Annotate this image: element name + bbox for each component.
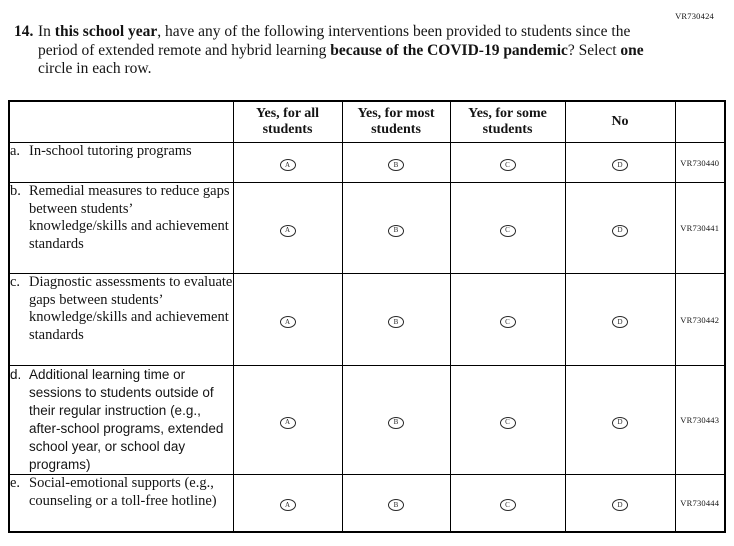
- row-code: VR730441: [675, 183, 725, 274]
- option-bubble-c[interactable]: C: [500, 159, 516, 171]
- row-label-cell: [9, 183, 233, 274]
- option-bubble-b[interactable]: B: [388, 225, 404, 237]
- row-code: VR730443: [675, 366, 725, 475]
- question-segment: , have any of the following interventions been provided to students since the period of extended remote and hybrid learning: [38, 23, 631, 59]
- table-row-b: [9, 183, 725, 274]
- option-bubble-b[interactable]: B: [388, 499, 404, 511]
- row-label: Social-emotional supports (e.g., counseling or a toll-free hotline): [29, 475, 217, 509]
- question-segment: ? Select: [567, 41, 621, 59]
- cell-no: [565, 183, 675, 274]
- row-label-cell: [9, 475, 233, 532]
- header-yes-some: Yes, for some students: [450, 101, 565, 143]
- cell-yes-most: [342, 475, 450, 532]
- cell-no: [565, 143, 675, 183]
- header-no: No: [565, 101, 675, 143]
- row-label-cell: [9, 274, 233, 366]
- cell-yes-some: [450, 143, 565, 183]
- cell-yes-all: [233, 183, 342, 274]
- option-bubble-a[interactable]: A: [280, 417, 296, 429]
- option-bubble-d[interactable]: D: [612, 225, 628, 237]
- option-bubble-d[interactable]: D: [612, 316, 628, 328]
- option-bubble-c[interactable]: C: [500, 316, 516, 328]
- option-bubble-d[interactable]: D: [612, 159, 628, 171]
- table-row-a: [9, 143, 725, 183]
- cell-yes-some: [450, 274, 565, 366]
- header-yes-most: Yes, for most students: [342, 101, 450, 143]
- header-code-empty: [675, 101, 725, 143]
- cell-no: [565, 366, 675, 475]
- row-code: VR730442: [675, 274, 725, 366]
- option-bubble-a[interactable]: A: [280, 499, 296, 511]
- question-text: [38, 23, 646, 79]
- option-bubble-d[interactable]: D: [612, 499, 628, 511]
- cell-yes-some: [450, 475, 565, 532]
- row-letter: a.: [10, 143, 21, 159]
- row-letter: d.: [10, 367, 22, 382]
- question-segment-bold: one: [620, 41, 644, 59]
- cell-yes-all: [233, 143, 342, 183]
- question-segment-bold: because of the COVID-19 pandemic: [330, 41, 568, 59]
- table-row-d: [9, 366, 725, 475]
- question-block: [14, 23, 646, 79]
- cell-yes-most: [342, 143, 450, 183]
- row-label: In-school tutoring programs: [29, 143, 192, 159]
- option-bubble-a[interactable]: A: [280, 159, 296, 171]
- option-bubble-b[interactable]: B: [388, 316, 404, 328]
- cell-yes-all: [233, 366, 342, 475]
- row-letter: e.: [10, 475, 21, 491]
- cell-yes-most: [342, 274, 450, 366]
- row-code: VR730440: [675, 143, 725, 183]
- option-bubble-c[interactable]: C: [500, 499, 516, 511]
- row-label: Remedial measures to reduce gaps between students’ knowledge/skills and achievement standards: [29, 183, 230, 252]
- cell-no: [565, 274, 675, 366]
- cell-yes-most: [342, 183, 450, 274]
- question-segment: circle in each row.: [38, 60, 152, 77]
- table-row-c: [9, 274, 725, 366]
- question-segment: In: [38, 23, 55, 40]
- row-label: Additional learning time or sessions to students outside of their regular instruction (e.g., after-school programs, extended school year, or school day programs): [29, 367, 224, 472]
- header-row: [9, 101, 725, 143]
- interventions-table: [8, 100, 726, 533]
- row-letter: c.: [10, 274, 21, 290]
- cell-yes-some: [450, 366, 565, 475]
- option-bubble-c[interactable]: C: [500, 417, 516, 429]
- cell-yes-all: [233, 475, 342, 532]
- option-bubble-c[interactable]: C: [500, 225, 516, 237]
- header-empty: [9, 101, 233, 143]
- option-bubble-b[interactable]: B: [388, 417, 404, 429]
- cell-yes-some: [450, 183, 565, 274]
- row-letter: b.: [10, 183, 21, 199]
- cell-yes-most: [342, 366, 450, 475]
- option-bubble-b[interactable]: B: [388, 159, 404, 171]
- row-code: VR730444: [675, 475, 725, 532]
- row-label-cell: [9, 366, 233, 475]
- option-bubble-d[interactable]: D: [612, 417, 628, 429]
- page-corner-code: VR730424: [675, 11, 714, 21]
- question-number: 14.: [14, 23, 34, 40]
- table-row-e: [9, 475, 725, 532]
- row-label-cell: [9, 143, 233, 183]
- header-yes-all: Yes, for all students: [233, 101, 342, 143]
- row-label: Diagnostic assessments to evaluate gaps between students’ knowledge/skills and achievement standards: [29, 274, 233, 343]
- cell-yes-all: [233, 274, 342, 366]
- option-bubble-a[interactable]: A: [280, 225, 296, 237]
- question-segment-bold: this school year: [54, 23, 158, 40]
- option-bubble-a[interactable]: A: [280, 316, 296, 328]
- cell-no: [565, 475, 675, 532]
